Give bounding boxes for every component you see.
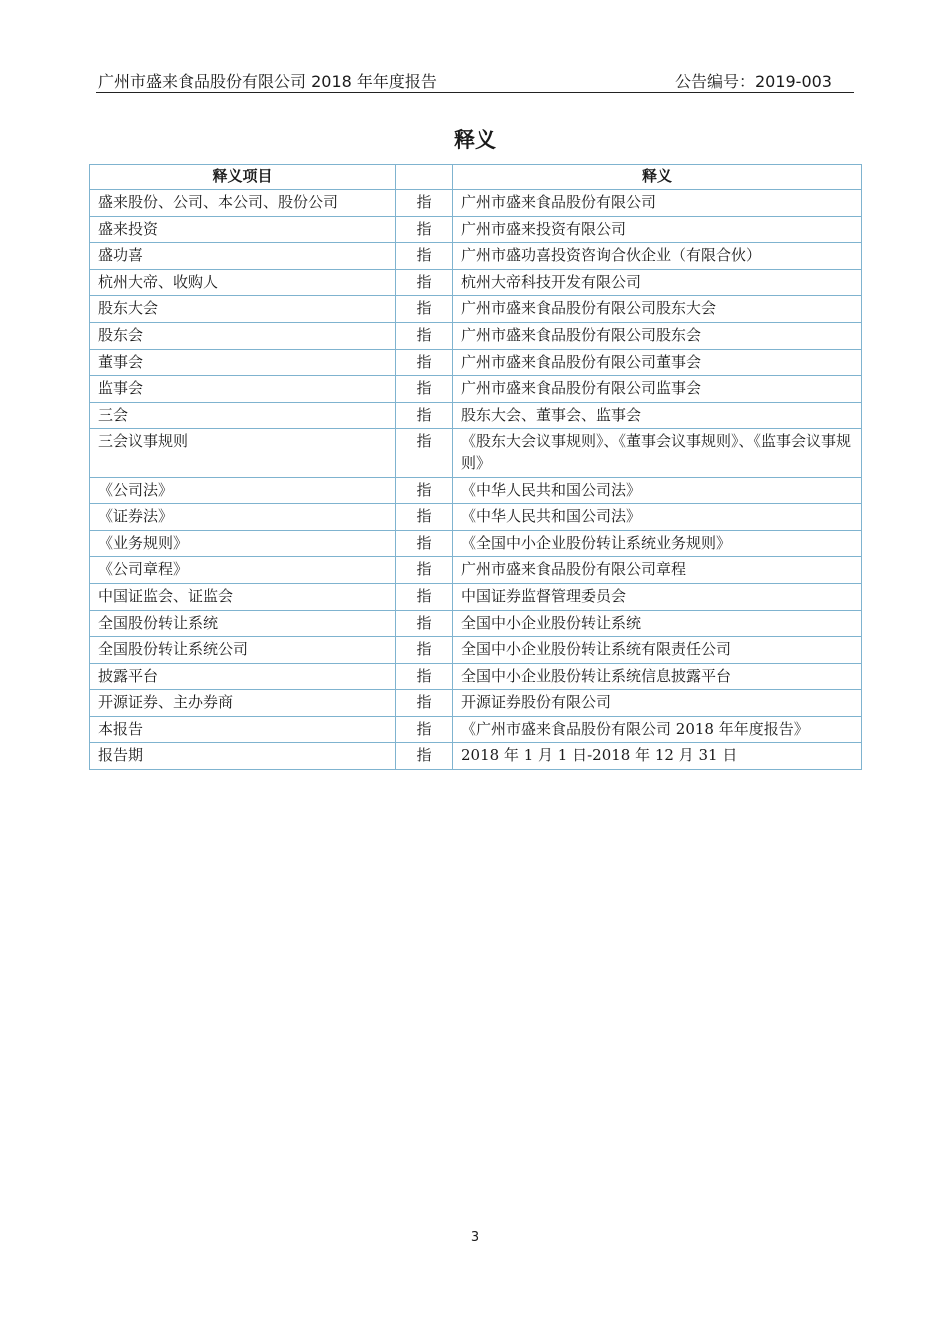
cell-zhi: 指 — [396, 349, 453, 376]
cell-term: 股东会 — [90, 322, 396, 349]
cell-zhi: 指 — [396, 663, 453, 690]
cell-definition: 广州市盛来食品股份有限公司章程 — [453, 557, 862, 584]
cell-term: 盛来投资 — [90, 216, 396, 243]
cell-definition: 广州市盛来食品股份有限公司 — [453, 190, 862, 217]
cell-term: 本报告 — [90, 716, 396, 743]
cell-definition: 中国证券监督管理委员会 — [453, 583, 862, 610]
table-row — [90, 583, 862, 610]
cell-definition: 全国中小企业股份转让系统 — [453, 610, 862, 637]
table-row — [90, 243, 862, 270]
cell-definition: 广州市盛来食品股份有限公司董事会 — [453, 349, 862, 376]
cell-term: 《公司法》 — [90, 477, 396, 504]
table-row — [90, 477, 862, 504]
page-header — [96, 66, 854, 93]
cell-definition: 广州市盛来食品股份有限公司监事会 — [453, 376, 862, 403]
cell-zhi: 指 — [396, 637, 453, 664]
cell-term: 盛来股份、公司、本公司、股份公司 — [90, 190, 396, 217]
table-row — [90, 504, 862, 531]
cell-term: 三会议事规则 — [90, 429, 396, 477]
cell-zhi: 指 — [396, 530, 453, 557]
cell-term: 监事会 — [90, 376, 396, 403]
table-row — [90, 690, 862, 717]
header-definition: 释义 — [453, 165, 862, 190]
cell-term: 盛功喜 — [90, 243, 396, 270]
cell-term: 股东大会 — [90, 296, 396, 323]
cell-term: 三会 — [90, 402, 396, 429]
cell-term: 报告期 — [90, 743, 396, 770]
cell-definition: 《全国中小企业股份转让系统业务规则》 — [453, 530, 862, 557]
table-row — [90, 269, 862, 296]
cell-zhi: 指 — [396, 322, 453, 349]
cell-zhi: 指 — [396, 690, 453, 717]
cell-definition: 2018 年 1 月 1 日-2018 年 12 月 31 日 — [453, 743, 862, 770]
cell-zhi: 指 — [396, 269, 453, 296]
cell-term: 披露平台 — [90, 663, 396, 690]
table-row — [90, 610, 862, 637]
cell-definition: 广州市盛来投资有限公司 — [453, 216, 862, 243]
cell-term: 《公司章程》 — [90, 557, 396, 584]
cell-zhi: 指 — [396, 504, 453, 531]
table-row — [90, 402, 862, 429]
cell-definition: 广州市盛功喜投资咨询合伙企业（有限合伙） — [453, 243, 862, 270]
report-title-header: 广州市盛来食品股份有限公司 2018 年年度报告 — [98, 72, 437, 91]
table-row — [90, 376, 862, 403]
cell-definition: 广州市盛来食品股份有限公司股东大会 — [453, 296, 862, 323]
cell-zhi: 指 — [396, 296, 453, 323]
cell-term: 全国股份转让系统 — [90, 610, 396, 637]
cell-zhi: 指 — [396, 402, 453, 429]
cell-zhi: 指 — [396, 429, 453, 477]
cell-definition: 《中华人民共和国公司法》 — [453, 477, 862, 504]
cell-term: 全国股份转让系统公司 — [90, 637, 396, 664]
cell-definition: 《股东大会议事规则》、《董事会议事规则》、《监事会议事规则》 — [453, 429, 862, 477]
table-row — [90, 557, 862, 584]
header-term: 释义项目 — [90, 165, 396, 190]
cell-term: 开源证券、主办券商 — [90, 690, 396, 717]
table-row — [90, 296, 862, 323]
cell-term: 董事会 — [90, 349, 396, 376]
table-row — [90, 743, 862, 770]
cell-zhi: 指 — [396, 716, 453, 743]
cell-definition: 股东大会、董事会、监事会 — [453, 402, 862, 429]
cell-term: 《业务规则》 — [90, 530, 396, 557]
cell-term: 《证券法》 — [90, 504, 396, 531]
cell-term: 杭州大帝、收购人 — [90, 269, 396, 296]
section-title: 释义 — [454, 128, 496, 152]
cell-term: 中国证监会、证监会 — [90, 583, 396, 610]
table-row — [90, 663, 862, 690]
table-row — [90, 637, 862, 664]
cell-zhi: 指 — [396, 190, 453, 217]
cell-zhi: 指 — [396, 243, 453, 270]
cell-zhi: 指 — [396, 610, 453, 637]
table-row — [90, 716, 862, 743]
cell-definition: 《中华人民共和国公司法》 — [453, 504, 862, 531]
cell-zhi: 指 — [396, 216, 453, 243]
cell-zhi: 指 — [396, 477, 453, 504]
table-header-row — [90, 165, 862, 190]
table-row — [90, 349, 862, 376]
header-blank — [396, 165, 453, 190]
table-row — [90, 530, 862, 557]
cell-definition: 全国中小企业股份转让系统有限责任公司 — [453, 637, 862, 664]
page-number: 3 — [470, 1230, 480, 1245]
table-row — [90, 429, 862, 477]
cell-definition: 广州市盛来食品股份有限公司股东会 — [453, 322, 862, 349]
table-row — [90, 322, 862, 349]
glossary-table — [89, 164, 862, 770]
announcement-number: 公告编号：2019-003 — [674, 72, 832, 91]
cell-zhi: 指 — [396, 376, 453, 403]
glossary-body — [90, 190, 862, 770]
cell-definition: 全国中小企业股份转让系统信息披露平台 — [453, 663, 862, 690]
cell-zhi: 指 — [396, 743, 453, 770]
cell-definition: 《广州市盛来食品股份有限公司 2018 年年度报告》 — [453, 716, 862, 743]
cell-definition: 开源证券股份有限公司 — [453, 690, 862, 717]
cell-definition: 杭州大帝科技开发有限公司 — [453, 269, 862, 296]
cell-zhi: 指 — [396, 583, 453, 610]
cell-zhi: 指 — [396, 557, 453, 584]
table-row — [90, 216, 862, 243]
table-row — [90, 190, 862, 217]
